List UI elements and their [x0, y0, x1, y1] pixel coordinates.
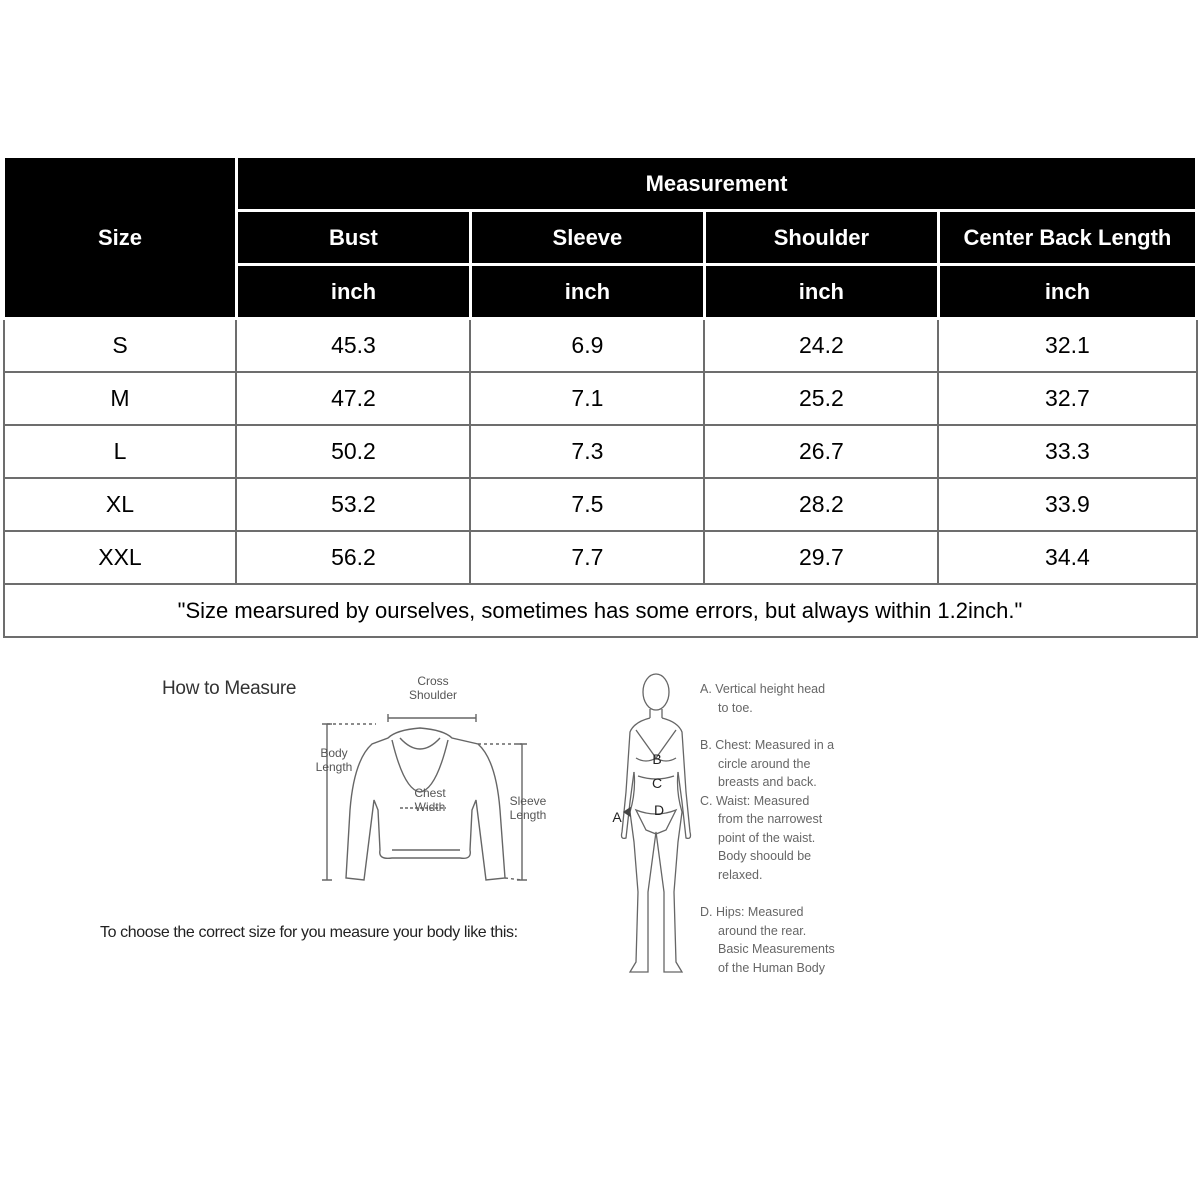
measurement-header: Measurement [236, 157, 1196, 211]
center-back-length-cell: 32.1 [938, 319, 1196, 373]
sleeve-cell: 7.7 [470, 531, 704, 584]
size-header: Size [4, 157, 237, 319]
size-chart-table [2, 155, 1198, 638]
marker-b-label: B [652, 751, 662, 767]
sleeve-unit: inch [470, 265, 704, 319]
bust-cell: 53.2 [236, 478, 470, 531]
note-c-line: Body shoould be [718, 849, 812, 863]
sleeve-cell: 6.9 [470, 319, 704, 373]
note-d-line: around the rear. [718, 923, 807, 938]
sleeve-header: Sleeve [470, 211, 704, 265]
body-figure-icon [600, 672, 700, 984]
note-c-line: C. Waist: Measured [700, 793, 810, 808]
note-d-line: of the Human Body [718, 960, 826, 975]
bust-cell: 50.2 [236, 425, 470, 478]
table-row [4, 478, 1197, 531]
note-c-line: relaxed. [718, 867, 763, 882]
shoulder-cell: 28.2 [704, 478, 938, 531]
table-row [4, 319, 1197, 373]
size-cell: M [4, 372, 237, 425]
note-b-line: B. Chest: Measured in a [700, 738, 835, 752]
note-c-line: point of the waist. [718, 830, 816, 845]
note-a-line: A. Vertical height head [700, 682, 826, 696]
bust-cell: 47.2 [236, 372, 470, 425]
shoulder-cell: 29.7 [704, 531, 938, 584]
note-d-line: Basic Measurements [718, 942, 835, 956]
body-length-label: Body Length [315, 746, 353, 774]
table-row [4, 372, 1197, 425]
shoulder-cell: 24.2 [704, 319, 938, 373]
marker-a-label: A [612, 809, 622, 825]
center-back-length-cell: 34.4 [938, 531, 1196, 584]
measure-instruction: To choose the correct size for you measure your body like this: [100, 924, 518, 941]
center-back-length-cell: 33.9 [938, 478, 1196, 531]
cross-shoulder-label: Cross Shoulder [408, 674, 458, 702]
note-c-line: from the narrowest [718, 812, 823, 826]
chest-width-label: Chest Width [414, 786, 446, 814]
shoulder-unit: inch [704, 265, 938, 319]
size-cell: S [4, 319, 237, 373]
center-back-length-cell: 33.3 [938, 425, 1196, 478]
size-cell: L [4, 425, 237, 478]
note-b-line: circle around the [718, 756, 811, 771]
table-row [4, 531, 1197, 584]
marker-c-label: C [651, 775, 663, 791]
how-to-measure-title: How to Measure [162, 678, 297, 699]
center-back-length-header: Center Back Length [938, 211, 1196, 265]
center-back-length-unit: inch [938, 265, 1196, 319]
bust-cell: 45.3 [236, 319, 470, 373]
marker-d-label: D [653, 802, 665, 818]
sleeve-length-label: Sleeve Length [509, 794, 547, 822]
size-cell: XXL [4, 531, 237, 584]
shoulder-cell: 25.2 [704, 372, 938, 425]
note-a-line: to toe. [718, 700, 753, 715]
sleeve-cell: 7.1 [470, 372, 704, 425]
size-cell: XL [4, 478, 237, 531]
bust-unit: inch [236, 265, 470, 319]
table-row [4, 425, 1197, 478]
table-note: "Size mearsured by ourselves, sometimes has some errors, but always within 1.2inch." [4, 584, 1197, 637]
body-measure-notes [700, 680, 880, 977]
bust-header: Bust [236, 211, 470, 265]
note-b-line: breasts and back. [718, 775, 817, 789]
sleeve-cell: 7.3 [470, 425, 704, 478]
shoulder-header: Shoulder [704, 211, 938, 265]
center-back-length-cell: 32.7 [938, 372, 1196, 425]
note-d-line: D. Hips: Measured [700, 905, 804, 919]
sleeve-cell: 7.5 [470, 478, 704, 531]
bust-cell: 56.2 [236, 531, 470, 584]
shoulder-cell: 26.7 [704, 425, 938, 478]
